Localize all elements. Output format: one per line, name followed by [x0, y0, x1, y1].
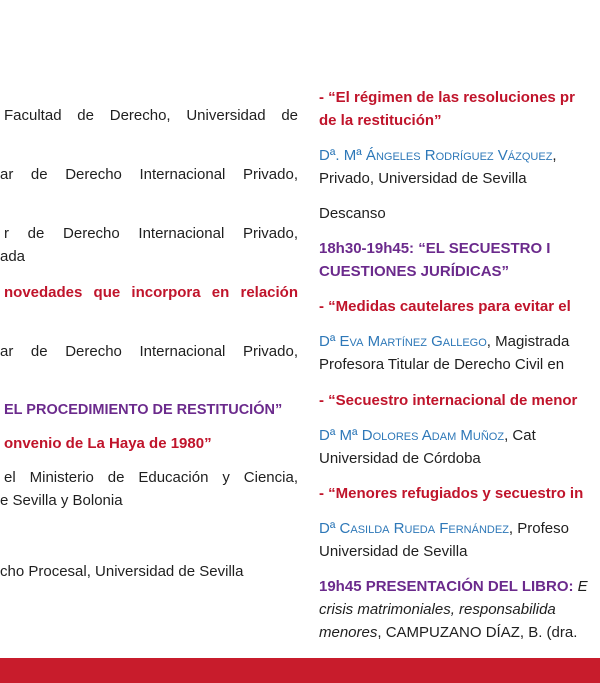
- book-presentation-line-2: crisis matrimoniales, responsabilida: [319, 601, 556, 618]
- right-talk-title-4: - “Menores refugiados y secuestro in: [319, 485, 584, 502]
- left-talk-title: novedades que incorpora en relación: [4, 284, 298, 301]
- left-affiliation-line-8: cho Procesal, Universidad de Sevilla: [0, 563, 244, 580]
- left-session-title: EL PROCEDIMIENTO DE RESTITUCIÓN”: [4, 402, 283, 418]
- speaker-affil: , Magistrada: [486, 333, 570, 350]
- right-session-title: 18h30-19h45: “EL SECUESTRO I: [319, 240, 551, 257]
- right-speaker-line-2: [319, 332, 569, 352]
- right-speaker-line-4: [319, 519, 569, 539]
- book-author: , CAMPUZANO DÍAZ, B. (dra.: [377, 624, 578, 641]
- footer-bar: [0, 658, 600, 683]
- speaker-name: Dª Mª Dolores Adam Muñoz: [319, 427, 505, 444]
- speaker-affil: , Profeso: [508, 520, 569, 537]
- left-affiliation-line-7: e Sevilla y Bolonia: [0, 492, 123, 509]
- speaker-name: Dª Eva Martínez Gallego: [319, 333, 487, 350]
- right-speaker-line-3: [319, 426, 536, 446]
- speaker-affil: , Cat: [504, 427, 536, 444]
- speaker-sep: ,: [552, 147, 557, 164]
- speaker-name: Dª Casilda Rueda Fernández: [319, 520, 509, 537]
- book-presentation-line-3: [319, 623, 577, 643]
- right-speaker-line-1: [319, 146, 557, 166]
- right-affiliation-3: Universidad de Córdoba: [319, 450, 481, 467]
- left-talk-title-2: onvenio de La Haya de 1980”: [4, 435, 212, 452]
- break-label: Descanso: [319, 205, 386, 222]
- book-title-start: E: [573, 578, 588, 595]
- left-affiliation-line-2: ar de Derecho Internacional Privado,: [0, 166, 298, 183]
- book-presentation-line-1: [319, 577, 588, 597]
- right-session-title-cont: CUESTIONES JURÍDICAS”: [319, 263, 510, 280]
- right-talk-title-3: - “Secuestro internacional de menor: [319, 392, 578, 409]
- book-title-end: menores: [319, 624, 378, 641]
- left-affiliation-line-4: ada: [0, 248, 26, 265]
- speaker-name: Dª. Mª Ángeles Rodríguez Vázquez: [319, 147, 553, 164]
- right-talk-title-1: - “El régimen de las resoluciones pr: [319, 89, 575, 106]
- left-affiliation-line-6: el Ministerio de Educación y Ciencia,: [4, 469, 298, 486]
- right-affiliation-2: Profesora Titular de Derecho Civil en: [319, 356, 565, 373]
- book-presentation-heading: 19h45 PRESENTACIÓN DEL LIBRO:: [319, 578, 574, 595]
- right-talk-title-1-cont: de la restitución”: [319, 112, 442, 129]
- left-affiliation-line-1: Facultad de Derecho, Universidad de: [4, 107, 298, 124]
- left-affiliation-line-5: ar de Derecho Internacional Privado,: [0, 343, 298, 360]
- left-affiliation-line-3: r de Derecho Internacional Privado,: [4, 225, 298, 242]
- right-affiliation-4: Universidad de Sevilla: [319, 543, 468, 560]
- right-talk-title-2: - “Medidas cautelares para evitar el: [319, 298, 571, 315]
- right-affiliation-1: Privado, Universidad de Sevilla: [319, 170, 527, 187]
